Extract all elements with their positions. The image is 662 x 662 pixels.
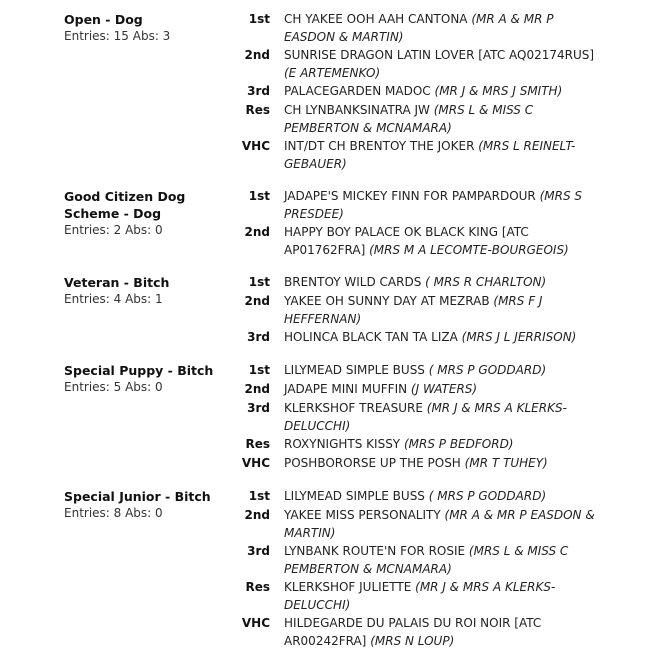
result-entry xyxy=(284,292,604,328)
owner-name: (J WATERS) xyxy=(410,382,478,396)
placing-label: 3rd xyxy=(247,84,270,98)
owner-name: ( MRS R CHARLTON) xyxy=(425,275,547,289)
placing-label: Res xyxy=(245,103,270,117)
owner-name: (MRS F J HEFFERNAN) xyxy=(284,294,543,326)
dog-name: CH YAKEE OOH AAH CANTONA xyxy=(284,12,468,26)
result-entry xyxy=(284,506,604,542)
class-title: Special Puppy - Bitch xyxy=(64,363,214,378)
result-entry xyxy=(284,614,604,650)
owner-name: ( MRS P GODDARD) xyxy=(428,489,547,503)
dog-name: JADAPE MINI MUFFIN xyxy=(284,382,408,396)
dog-name: HILDEGARDE DU PALAIS DU ROI NOIR [ATC AR00242FRA] xyxy=(284,616,542,648)
owner-name: (MRS L REINELT-GEBAUER) xyxy=(284,139,576,171)
result-entry xyxy=(284,454,604,472)
class-entries: Entries: 2 Abs: 0 xyxy=(64,223,163,237)
placing-label: Res xyxy=(245,580,270,594)
owner-name: (MRS N LOUP) xyxy=(370,634,455,648)
placing-label: 1st xyxy=(248,275,270,289)
placing-label: 1st xyxy=(248,12,270,26)
class-entries: Entries: 15 Abs: 3 xyxy=(64,29,171,43)
owner-name: (MRS M A LECOMTE-BOURGEOIS) xyxy=(369,243,569,257)
owner-name: (MR J & MRS A KLERKS-DELUCCHI) xyxy=(284,401,567,433)
dog-name: YAKEE OH SUNNY DAY AT MEZRAB xyxy=(284,294,490,308)
owner-name: (MR T TUHEY) xyxy=(464,456,548,470)
result-entry xyxy=(284,435,604,453)
owner-name: ( MRS P GODDARD) xyxy=(428,363,547,377)
owner-name: (E ARTEMENKO) xyxy=(284,66,381,80)
dog-name: BRENTOY WILD CARDS xyxy=(284,275,422,289)
result-entry xyxy=(284,380,604,398)
result-entry xyxy=(284,101,604,137)
dog-name: HOLINCA BLACK TAN TA LIZA xyxy=(284,330,458,344)
result-entry xyxy=(284,10,604,46)
placing-label: 3rd xyxy=(247,544,270,558)
class-entries: Entries: 5 Abs: 0 xyxy=(64,380,163,394)
result-entry xyxy=(284,487,604,505)
placing-label: 2nd xyxy=(244,225,270,239)
class-title: Open - Dog xyxy=(64,12,143,27)
owner-name: (MR A & MR P EASDON & MARTIN) xyxy=(284,12,554,44)
result-entry xyxy=(284,399,604,435)
placing-label: 2nd xyxy=(244,48,270,62)
owner-name: (MRS L & MISS C PEMBERTON & MCNAMARA) xyxy=(284,544,569,576)
placing-label: 2nd xyxy=(244,382,270,396)
owner-name: (MRS J L JERRISON) xyxy=(461,330,577,344)
placing-label: VHC xyxy=(241,616,270,630)
result-entry xyxy=(284,46,604,82)
owner-name: (MR J & MRS J SMITH) xyxy=(434,84,563,98)
class-entries: Entries: 8 Abs: 0 xyxy=(64,506,163,520)
dog-name: SUNRISE DRAGON LATIN LOVER [ATC AQ02174RUS] xyxy=(284,48,595,62)
dog-name: KLERKSHOF JULIETTE xyxy=(284,580,412,594)
class-title: Good Citizen Dog Scheme - Dog xyxy=(64,189,186,221)
dog-name: LILYMEAD SIMPLE BUSS xyxy=(284,363,425,377)
result-entry xyxy=(284,361,604,379)
result-entry xyxy=(284,328,604,346)
dog-name: PALACEGARDEN MADOC xyxy=(284,84,431,98)
result-entry xyxy=(284,542,604,578)
owner-name: (MRS L & MISS C PEMBERTON & MCNAMARA) xyxy=(284,103,534,135)
owner-name: (MR J & MRS A KLERKS-DELUCCHI) xyxy=(284,580,556,612)
placing-label: 2nd xyxy=(244,294,270,308)
dog-name: CH LYNBANKSINATRA JW xyxy=(284,103,430,117)
placing-label: VHC xyxy=(241,456,270,470)
result-entry xyxy=(284,82,604,100)
result-entry xyxy=(284,187,604,223)
placing-label: 3rd xyxy=(247,330,270,344)
result-entry xyxy=(284,578,604,614)
class-entries: Entries: 4 Abs: 1 xyxy=(64,292,163,306)
owner-name: (MRS P BEDFORD) xyxy=(403,437,514,451)
placing-label: 1st xyxy=(248,189,270,203)
result-entry xyxy=(284,273,604,291)
placing-label: Res xyxy=(245,437,270,451)
dog-name: INT/DT CH BRENTOY THE JOKER xyxy=(284,139,475,153)
result-entry xyxy=(284,137,604,173)
dog-name: HAPPY BOY PALACE OK BLACK KING [ATC AP01762FRA] xyxy=(284,225,529,257)
dog-name: LILYMEAD SIMPLE BUSS xyxy=(284,489,425,503)
dog-name: JADAPE'S MICKEY FINN FOR PAMPARDOUR xyxy=(284,189,536,203)
dog-name: KLERKSHOF TREASURE xyxy=(284,401,423,415)
placing-label: VHC xyxy=(241,139,270,153)
dog-name: ROXYNIGHTS KISSY xyxy=(284,437,401,451)
class-title: Veteran - Bitch xyxy=(64,275,170,290)
placing-label: 1st xyxy=(248,489,270,503)
dog-name: LYNBANK ROUTE'N FOR ROSIE xyxy=(284,544,466,558)
class-title: Special Junior - Bitch xyxy=(64,489,211,504)
dog-name: YAKEE MISS PERSONALITY xyxy=(284,508,441,522)
owner-name: (MRS S PRESDEE) xyxy=(284,189,583,221)
dog-name: POSHBORORSE UP THE POSH xyxy=(284,456,461,470)
result-entry xyxy=(284,223,604,259)
placing-label: 3rd xyxy=(247,401,270,415)
owner-name: (MR A & MR P EASDON & MARTIN) xyxy=(284,508,595,540)
placing-label: 2nd xyxy=(244,508,270,522)
placing-label: 1st xyxy=(248,363,270,377)
